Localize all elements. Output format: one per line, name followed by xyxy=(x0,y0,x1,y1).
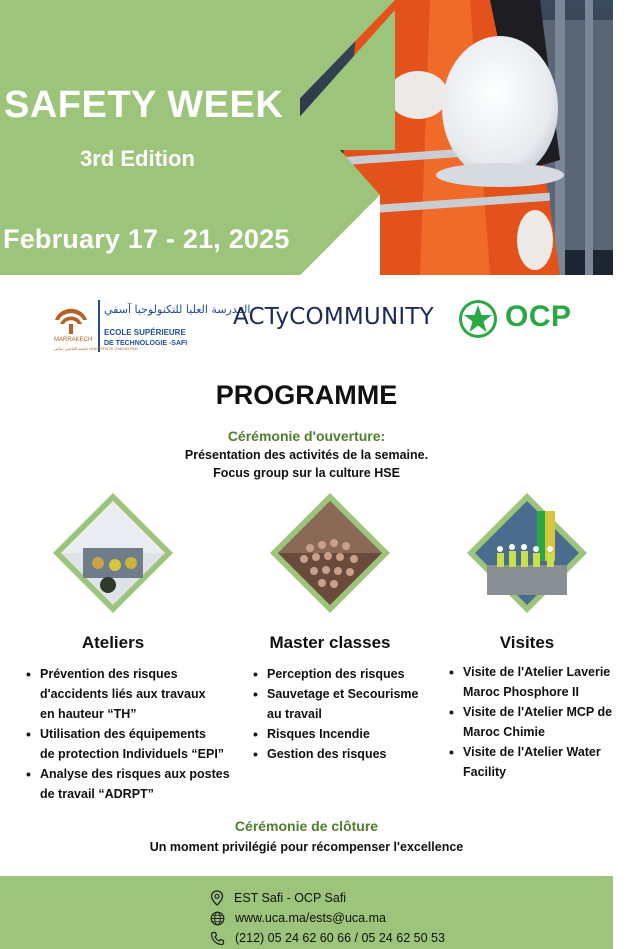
edition-label: 3rd Edition xyxy=(80,146,195,171)
est-emblem-icon xyxy=(52,300,251,360)
ateliers-photo xyxy=(53,493,173,613)
opening-line-2: Focus group sur la culture HSE xyxy=(213,466,400,480)
master-classes-title: Master classes xyxy=(269,633,391,652)
master-classes-list xyxy=(249,664,447,764)
partner-logos xyxy=(0,290,613,360)
svg-text:جامعة القاضي عياض UNIVERSITÉ C: جامعة القاضي عياض UNIVERSITÉ CADI AYYAD xyxy=(54,346,138,351)
closing-title: Cérémonie de clôture xyxy=(234,818,379,834)
ateliers-title: Ateliers xyxy=(81,633,145,652)
list-item: • Perception des risques xyxy=(267,664,447,684)
closing-ceremony xyxy=(0,818,613,854)
list-item: • Risques Incendie xyxy=(267,724,447,744)
master-classes-photo xyxy=(270,493,390,613)
svg-text:DE TECHNOLOGIE -SAFI: DE TECHNOLOGIE -SAFI xyxy=(104,340,188,347)
opening-ceremony xyxy=(0,428,613,480)
list-item: de protection Individuels “EPI” xyxy=(40,747,225,761)
event-title: SAFETY WEEK xyxy=(4,84,284,126)
opening-title: Cérémonie d'ouverture: xyxy=(227,428,386,444)
list-item: • Sauvetage et Secourisme xyxy=(267,684,447,704)
web-text[interactable]: www.uca.ma/ests@uca.ma xyxy=(235,911,386,925)
list-item: • Analyse des risques aux postes xyxy=(40,764,255,784)
globe-icon xyxy=(210,911,225,926)
phone-row xyxy=(210,929,445,947)
hero-banner xyxy=(0,0,613,275)
est-arabic-text: المدرسة العليا للتكنولوجيا آسفي xyxy=(104,303,251,316)
list-item: • Visite de l'Atelier MCP de xyxy=(463,702,631,722)
ocp-logo xyxy=(457,298,589,340)
list-item: • Visite de l'Atelier Water xyxy=(463,742,631,762)
visites-photo xyxy=(467,493,587,613)
list-item: Maroc Phosphore II xyxy=(463,685,579,699)
list-item: de travail “ADRPT” xyxy=(40,787,154,801)
location-text: EST Safi - OCP Safi xyxy=(234,891,347,905)
list-item: • Utilisation des équipements xyxy=(40,724,255,744)
opening-line-1: Présentation des activités de la semaine. xyxy=(184,448,429,462)
phone-text[interactable]: (212) 05 24 62 60 66 / 05 24 62 50 53 xyxy=(235,931,445,945)
list-item: Facility xyxy=(463,765,507,779)
visites-list xyxy=(445,662,631,782)
location-pin-icon xyxy=(210,890,224,906)
ateliers-list xyxy=(22,664,255,804)
list-item: • Visite de l'Atelier Laverie xyxy=(463,662,631,682)
svg-text:ECOLE SUPÉRIEURE: ECOLE SUPÉRIEURE xyxy=(104,328,186,337)
svg-text:ACTyCOMMUNITY: ACTyCOMMUNITY xyxy=(233,304,434,330)
location-row xyxy=(210,889,346,907)
actycommunity-wordmark-icon xyxy=(233,300,434,332)
ocp-wordmark: OCP xyxy=(505,300,572,333)
svg-text:MARRAKECH: MARRAKECH xyxy=(54,337,93,343)
ocp-star-icon xyxy=(457,298,501,340)
list-item: • Prévention des risques xyxy=(40,664,255,684)
list-item: au travail xyxy=(267,707,322,721)
programme-heading: PROGRAMME xyxy=(215,380,398,410)
contact-footer xyxy=(0,876,613,949)
actycommunity-logo xyxy=(233,300,434,339)
web-row xyxy=(210,909,386,927)
phone-icon xyxy=(210,931,225,946)
list-item: d'accidents liés aux travaux xyxy=(40,687,206,701)
visites-title: Visites xyxy=(499,633,555,652)
list-item: en hauteur “TH” xyxy=(40,707,137,721)
list-item: • Gestion des risques xyxy=(267,744,447,764)
list-item: Maroc Chimie xyxy=(463,725,545,739)
event-dates: February 17 - 21, 2025 xyxy=(3,224,290,254)
closing-text: Un moment privilégié pour récompenser l'excellence xyxy=(149,840,464,854)
est-safi-logo xyxy=(52,300,251,356)
